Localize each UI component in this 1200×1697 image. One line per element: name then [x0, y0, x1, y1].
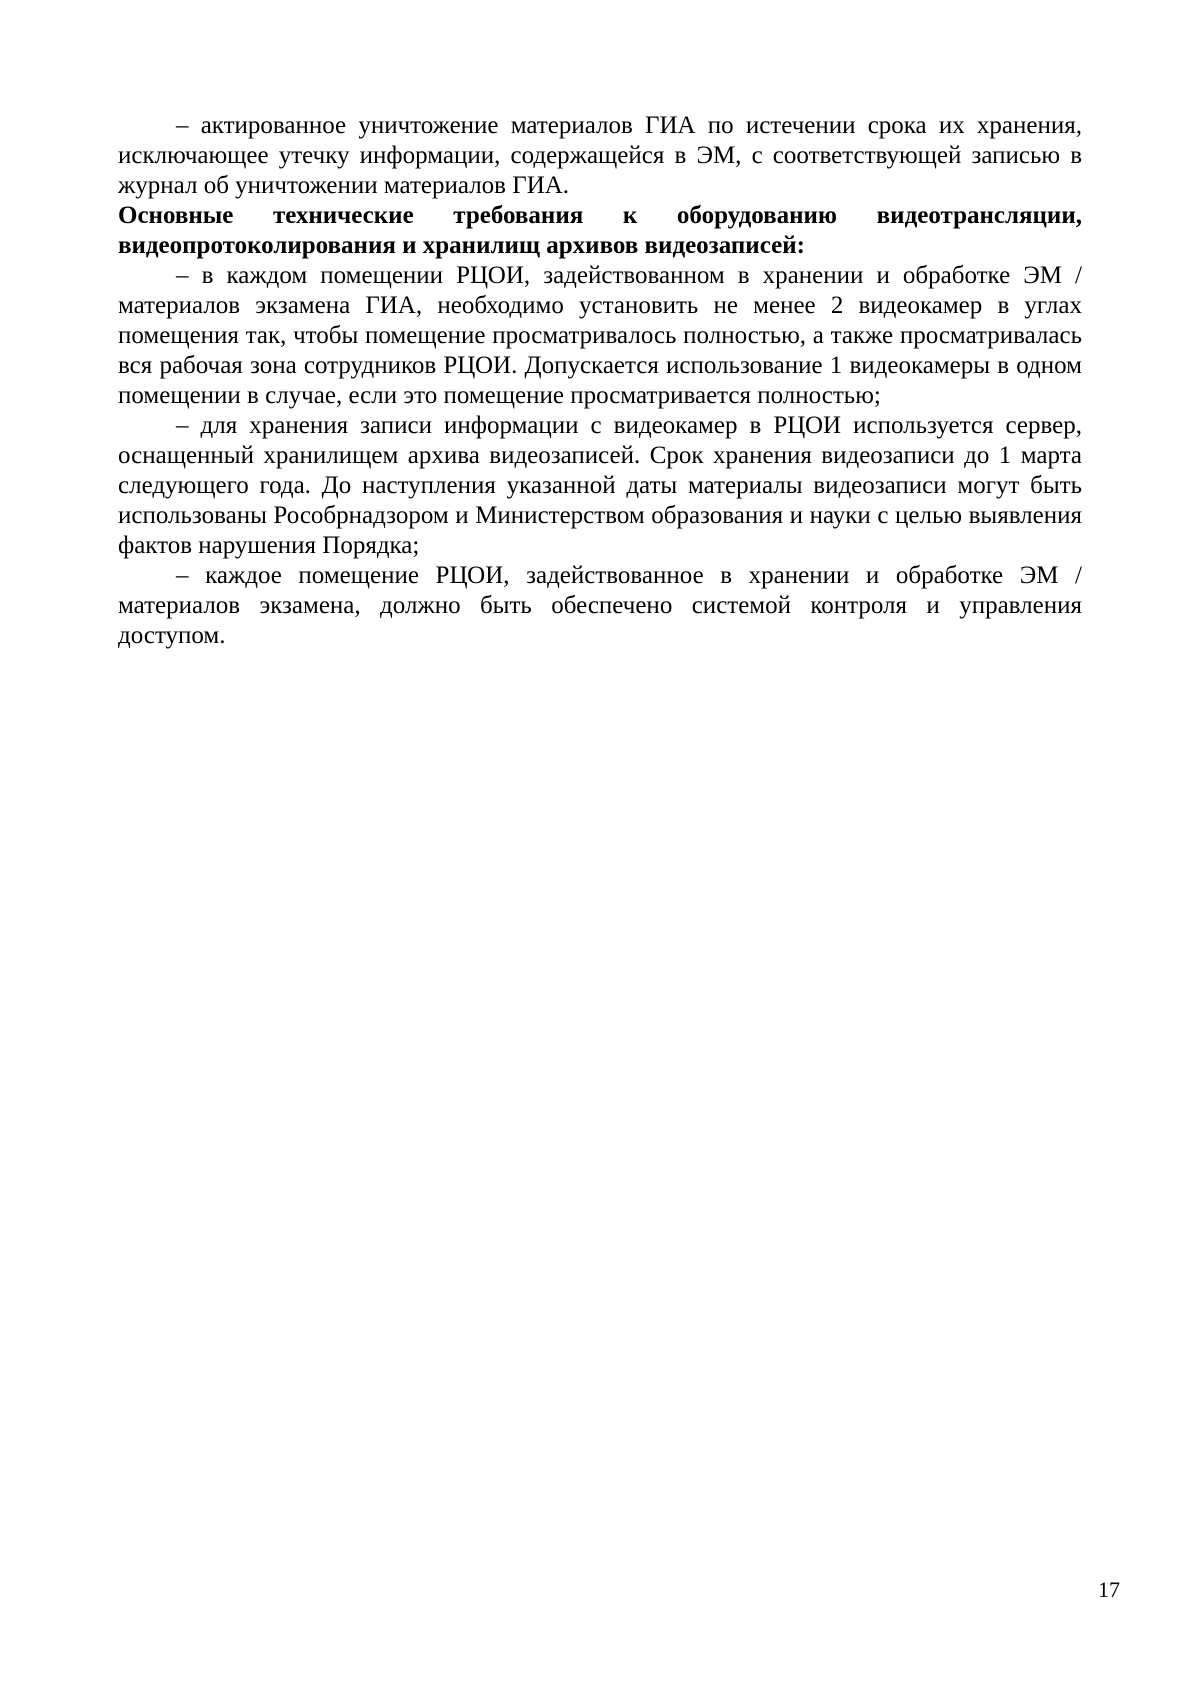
document-body	[118, 111, 1082, 651]
section-heading-video-requirements: Основные технические требования к оборудованию видеотрансляции, видеопротоколирования и хранилищ архивов видеозаписей:	[118, 202, 1082, 259]
paragraph-destruction-of-materials: – актированное уничтожение материалов ГИА по истечении срока их хранения, исключающее утечку информации, содержащейся в ЭМ, с соответствующей записью в журнал об уничтожении материалов ГИА.	[118, 112, 1082, 199]
paragraph-access-control: – каждое помещение РЦОИ, задействованное в хранении и обработке ЭМ / материалов экзамена, должно быть обеспечено системой контроля и управления доступом.	[118, 562, 1082, 649]
paragraph-video-cameras: – в каждом помещении РЦОИ, задействованном в хранении и обработке ЭМ / материалов экзамена ГИА, необходимо установить не менее 2 видеокамер в углах помещения так, чтобы помещение просматривалось полностью, а также просматривалась вся рабочая зона сотрудников РЦОИ. Допускается использование 1 видеокамеры в одном помещении в случае, если это помещение просматривается полностью;	[118, 262, 1082, 409]
paragraph-video-storage-server: – для хранения записи информации с видеокамер в РЦОИ используется сервер, оснащенный хранилищем архива видеозаписей. Срок хранения видеозаписи до 1 марта следующего года. До наступления указанной даты материалы видеозаписи могут быть использованы Рособрнадзором и Министерством образования и науки с целью выявления фактов нарушения Порядка;	[118, 412, 1082, 559]
